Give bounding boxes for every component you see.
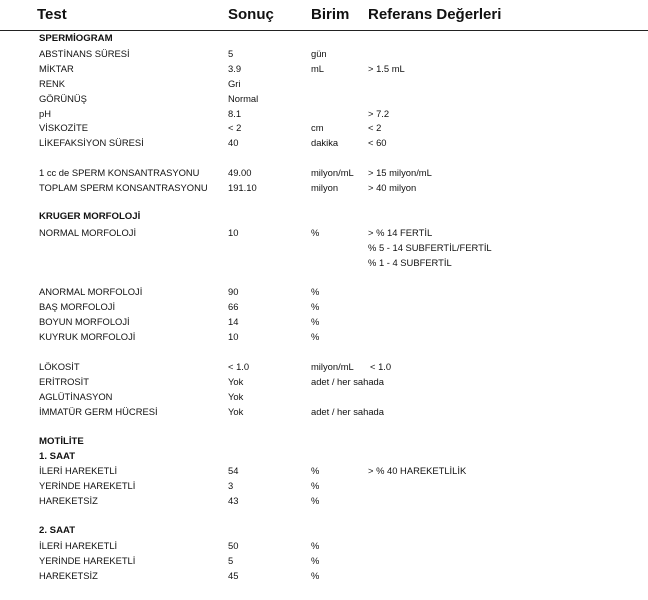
row-sonuc: 3.9 [228, 63, 242, 74]
row-ref: > 1.5 mL [368, 63, 405, 74]
row-sonuc: Yok [228, 406, 244, 417]
table-row [0, 107, 648, 121]
row-sonuc: < 1.0 [228, 361, 250, 372]
table-row [0, 77, 648, 91]
header-sonuc: Sonuç [228, 6, 274, 23]
row-birim: % [311, 227, 320, 238]
row-test: BOYUN MORFOLOJİ [39, 316, 130, 327]
row-birim: % [311, 465, 320, 476]
row-test: GÖRÜNÜŞ [39, 93, 87, 104]
table-row [0, 166, 648, 180]
section-title-spermiogram: SPERMİOGRAM [39, 33, 113, 44]
row-birim: milyon [311, 182, 339, 193]
table-row [0, 181, 648, 195]
table-row [0, 330, 648, 344]
row-sonuc: 10 [228, 227, 239, 238]
table-row [0, 390, 648, 404]
row-test: pH [39, 108, 51, 119]
table-row [0, 92, 648, 106]
table-header [0, 0, 648, 31]
row-sonuc: 40 [228, 137, 239, 148]
row-sonuc: 5 [228, 555, 234, 566]
table-row [0, 300, 648, 314]
row-sonuc: 50 [228, 540, 239, 551]
row-birim: gün [311, 48, 327, 59]
row-test: İLERİ HAREKETLİ [39, 540, 118, 551]
table-row [0, 494, 648, 508]
table-row [0, 554, 648, 568]
table-row [0, 569, 648, 583]
row-birim: dakika [311, 137, 339, 148]
row-sonuc: 3 [228, 480, 234, 491]
row-test: AGLÜTİNASYON [39, 391, 113, 402]
row-test: YERİNDE HAREKETLİ [39, 480, 136, 491]
row-test: LİKEFAKSİYON SÜRESİ [39, 137, 144, 148]
row-sonuc: 5 [228, 48, 234, 59]
row-test: KUYRUK MORFOLOJİ [39, 331, 136, 342]
row-sonuc: 66 [228, 301, 239, 312]
row-birim: milyon/mL [311, 167, 354, 178]
row-birim: cm [311, 122, 324, 133]
ref-line: % 1 - 4 SUBFERTİL [368, 257, 452, 268]
row-ref: > 7.2 [368, 108, 390, 119]
row-birim: % [311, 286, 320, 297]
row-test: ANORMAL MORFOLOJİ [39, 286, 143, 297]
row-sonuc: < 2 [228, 122, 242, 133]
row-ref: > % 14 FERTİL [368, 227, 433, 238]
row-birim: % [311, 495, 320, 506]
table-row [0, 539, 648, 553]
row-test: NORMAL MORFOLOJİ [39, 227, 137, 238]
row-test: RENK [39, 78, 66, 89]
table-row [0, 226, 648, 240]
subsection-title-saat2: 2. SAAT [39, 525, 76, 536]
ref-line: % 5 - 14 SUBFERTİL/FERTİL [368, 242, 492, 253]
table-row [0, 136, 648, 150]
row-sonuc: Yok [228, 391, 244, 402]
subsection-title-saat1: 1. SAAT [39, 451, 76, 462]
row-birim: adet / her sahada [311, 406, 384, 417]
table-row [0, 360, 648, 374]
row-test: TOPLAM SPERM KONSANTRASYONU [39, 182, 208, 193]
row-ref: > 15 milyon/mL [368, 167, 432, 178]
row-test: MİKTAR [39, 63, 74, 74]
row-sonuc: 54 [228, 465, 239, 476]
table-row [0, 315, 648, 329]
row-test: ERİTROSİT [39, 376, 90, 387]
row-birim: % [311, 540, 320, 551]
row-sonuc: Yok [228, 376, 244, 387]
row-test: ABSTİNANS SÜRESİ [39, 48, 130, 59]
table-row [0, 121, 648, 135]
row-birim: mL [311, 63, 325, 74]
row-ref: < 1.0 [370, 361, 392, 372]
table-row [0, 464, 648, 478]
row-birim: % [311, 316, 320, 327]
row-ref: < 60 [368, 137, 387, 148]
table-row [0, 285, 648, 299]
row-sonuc: 49.00 [228, 167, 252, 178]
row-birim: % [311, 570, 320, 581]
table-row [0, 405, 648, 419]
header-birim: Birim [311, 6, 350, 23]
section-title-kruger: KRUGER MORFOLOJİ [39, 211, 141, 222]
row-ref: > 40 milyon [368, 182, 417, 193]
table-row [0, 47, 648, 61]
table-row [0, 479, 648, 493]
row-sonuc: Gri [228, 78, 241, 89]
row-test: 1 cc de SPERM KONSANTRASYONU [39, 167, 200, 178]
row-ref: > % 40 HAREKETLİLİK [368, 465, 467, 476]
row-sonuc: 45 [228, 570, 239, 581]
row-sonuc: 191.10 [228, 182, 257, 193]
row-test: İLERİ HAREKETLİ [39, 465, 118, 476]
row-birim: adet / her sahada [311, 376, 384, 387]
row-sonuc: 43 [228, 495, 239, 506]
row-sonuc: Normal [228, 93, 259, 104]
row-test: VİSKOZİTE [39, 122, 88, 133]
row-test: HAREKETSİZ [39, 495, 98, 506]
row-test: YERİNDE HAREKETLİ [39, 555, 136, 566]
row-sonuc: 8.1 [228, 108, 242, 119]
row-test: BAŞ MORFOLOJİ [39, 301, 116, 312]
header-referans: Referans Değerleri [368, 6, 502, 23]
row-birim: % [311, 301, 320, 312]
row-ref: < 2 [368, 122, 382, 133]
row-test: İMMATÜR GERM HÜCRESİ [39, 406, 158, 417]
table-row [0, 375, 648, 389]
row-birim: % [311, 480, 320, 491]
row-test: LÖKOSİT [39, 361, 80, 372]
row-birim: milyon/mL [311, 361, 354, 372]
row-test: HAREKETSİZ [39, 570, 98, 581]
header-test: Test [37, 6, 67, 23]
row-sonuc: 90 [228, 286, 239, 297]
table-row [0, 62, 648, 76]
row-birim: % [311, 331, 320, 342]
row-sonuc: 10 [228, 331, 239, 342]
section-title-motilite: MOTİLİTE [39, 436, 84, 447]
row-sonuc: 14 [228, 316, 239, 327]
row-birim: % [311, 555, 320, 566]
